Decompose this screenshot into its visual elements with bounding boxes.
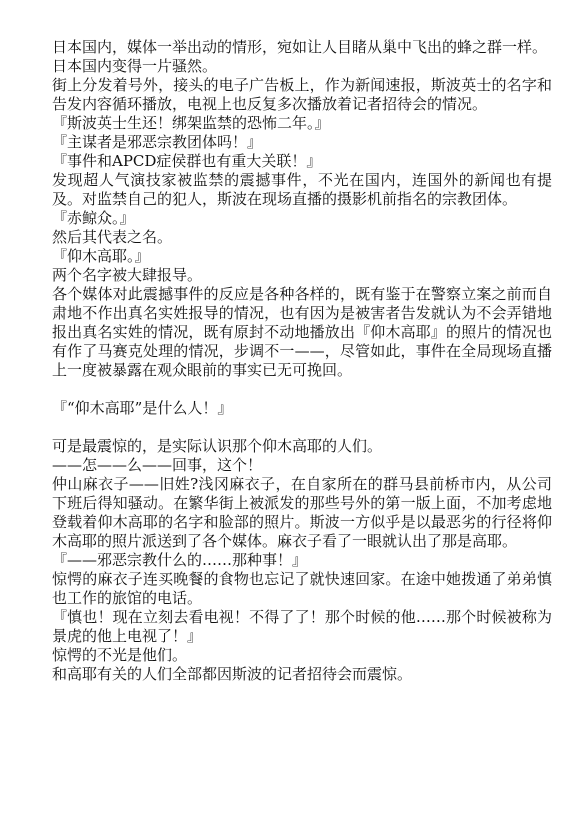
- paragraph: ——怎——么——回事，这个！: [52, 456, 263, 474]
- paragraph: 然后其代表之名。: [52, 228, 173, 246]
- quote-line: 『主谋者是邪恶宗教团体吗！』: [52, 133, 263, 151]
- paragraph: 街上分发着号外，接头的电子广告板上，作为新闻速报，斯波英士的名字和告发内容循环播放，电视上也反复多次播放着记者招待会的情况。: [52, 76, 552, 113]
- blank-line: [52, 380, 552, 399]
- quote-line: 『——邪恶宗教什么的……那种事！』: [52, 551, 308, 569]
- paragraph: 和高耶有关的人们全部都因斯波的记者招待会而震惊。: [52, 665, 413, 683]
- quote-line: 『赤鲸众。』: [52, 209, 135, 227]
- paragraph: 仲山麻衣子——旧姓?浅冈麻衣子，在自家所在的群马县前桥市内，从公司下班后得知骚动。在繁华街上被派发的那些号外的第一版上面，不加考虑地登载着仰木高耶的名字和脸部的照片。斯波一方似乎是以最恶劣的行径将仰木高耶的照片派送到了各个媒体。麻衣子看了一眼就认出了那是高耶。: [52, 475, 552, 550]
- quote-line: 『慎也！现在立刻去看电视！不得了了！那个时候的他……那个时候被称为景虎的他上电视了！』: [52, 608, 552, 645]
- paragraph: 各个媒体对此震撼事件的反应是各种各样的，既有鉴于在警察立案之前而自肃地不作出真名实姓报导的情况，也有因为是被害者告发就认为不会弄错地报出真名实姓的情况，既有原封不动地播放出『仰木高耶』的照片的情况也有作了马赛克处理的情况，步调不一——，尽管如此，事件在全局现场直播上一度被暴露在观众眼前的事实已无可挽回。: [52, 285, 552, 379]
- document-page: [52, 38, 552, 684]
- paragraph: 日本国内，媒体一举出动的情形，宛如让人目睹从巢中飞出的蜂之群一样。: [52, 38, 548, 56]
- blank-line: [52, 418, 552, 437]
- quote-line: 『仰木高耶。』: [52, 247, 150, 265]
- paragraph: 可是最震惊的，是实际认识那个仰木高耶的人们。: [52, 437, 383, 455]
- quote-line: 『斯波英士生还！绑架监禁的恐怖二年。』: [52, 114, 330, 132]
- paragraph: 两个名字被大肆报导。: [52, 266, 203, 284]
- paragraph: 发现超人气演技家被监禁的震撼事件，不光在国内，连国外的新闻也有提及。对监禁自己的犯人，斯波在现场直播的摄影机前指名的宗教团体。: [52, 171, 552, 208]
- paragraph: 日本国内变得一片骚然。: [52, 57, 218, 75]
- paragraph: 惊愕的不光是他们。: [52, 646, 188, 664]
- quote-line: 『事件和APCD症侯群也有重大关联！』: [52, 152, 322, 170]
- paragraph: 惊愕的麻衣子连买晚餐的食物也忘记了就快速回家。在途中她拨通了弟弟慎也工作的旅馆的电话。: [52, 570, 552, 607]
- quote-line: 『“仰木高耶”是什么人！』: [52, 399, 233, 417]
